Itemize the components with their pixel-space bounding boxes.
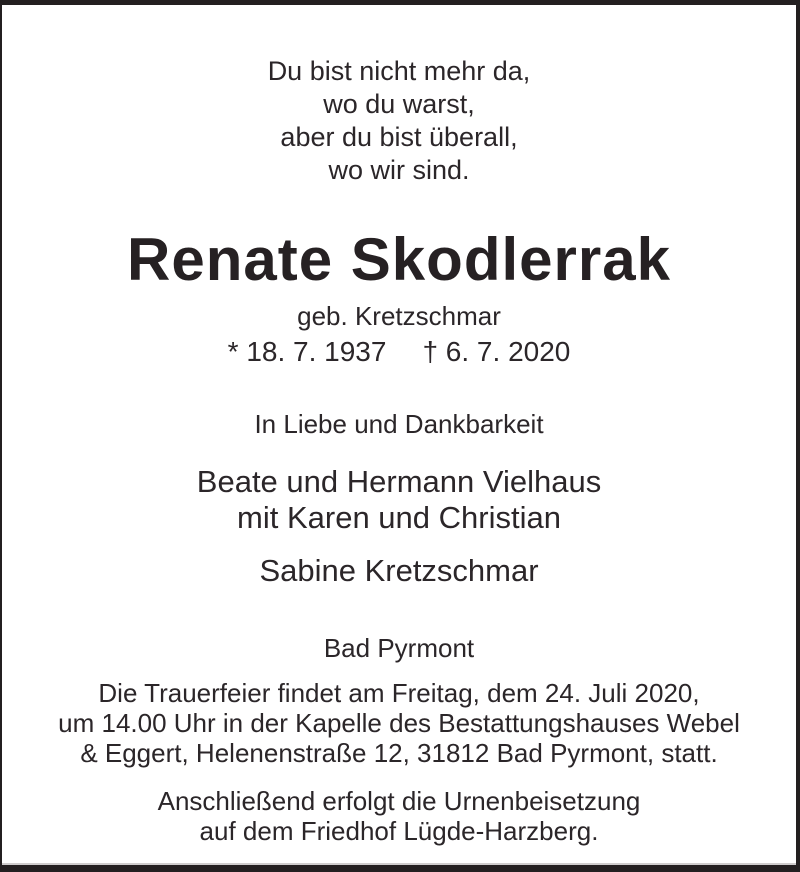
funeral-info bbox=[2, 678, 796, 768]
burial-line: Anschließend erfolgt die Urnenbeisetzung bbox=[157, 786, 641, 816]
funeral-line: Die Trauerfeier findet am Freitag, dem 24. Juli 2020, bbox=[98, 678, 700, 708]
poem-line: wo wir sind. bbox=[328, 155, 470, 185]
poem-line: aber du bist überall, bbox=[280, 122, 518, 152]
mourner-line: mit Karen und Christian bbox=[237, 500, 561, 535]
poem-line: wo du warst, bbox=[323, 89, 475, 119]
burial-info bbox=[2, 786, 796, 846]
death-date: † 6. 7. 2020 bbox=[422, 336, 571, 367]
mourner-line: Sabine Kretzschmar bbox=[259, 553, 539, 588]
mourner-line: Beate und Hermann Vielhaus bbox=[196, 464, 602, 499]
mourners-block bbox=[2, 464, 796, 536]
poem-line: Du bist nicht mehr da, bbox=[267, 56, 531, 86]
city-name: Bad Pyrmont bbox=[323, 633, 475, 663]
deceased-name: Renate Skodlerrak bbox=[127, 226, 671, 293]
life-dates bbox=[2, 335, 796, 369]
tribute-intro: In Liebe und Dankbarkeit bbox=[254, 409, 544, 439]
funeral-line: um 14.00 Uhr in der Kapelle des Bestattungshauses Webel bbox=[58, 708, 740, 738]
burial-line: auf dem Friedhof Lügde-Harzberg. bbox=[199, 816, 599, 846]
birth-date: * 18. 7. 1937 bbox=[227, 336, 387, 367]
maiden-name: geb. Kretzschmar bbox=[297, 301, 501, 331]
condolence-poem bbox=[2, 5, 796, 187]
funeral-line: & Eggert, Helenenstraße 12, 31812 Bad Pyrmont, statt. bbox=[80, 738, 718, 768]
